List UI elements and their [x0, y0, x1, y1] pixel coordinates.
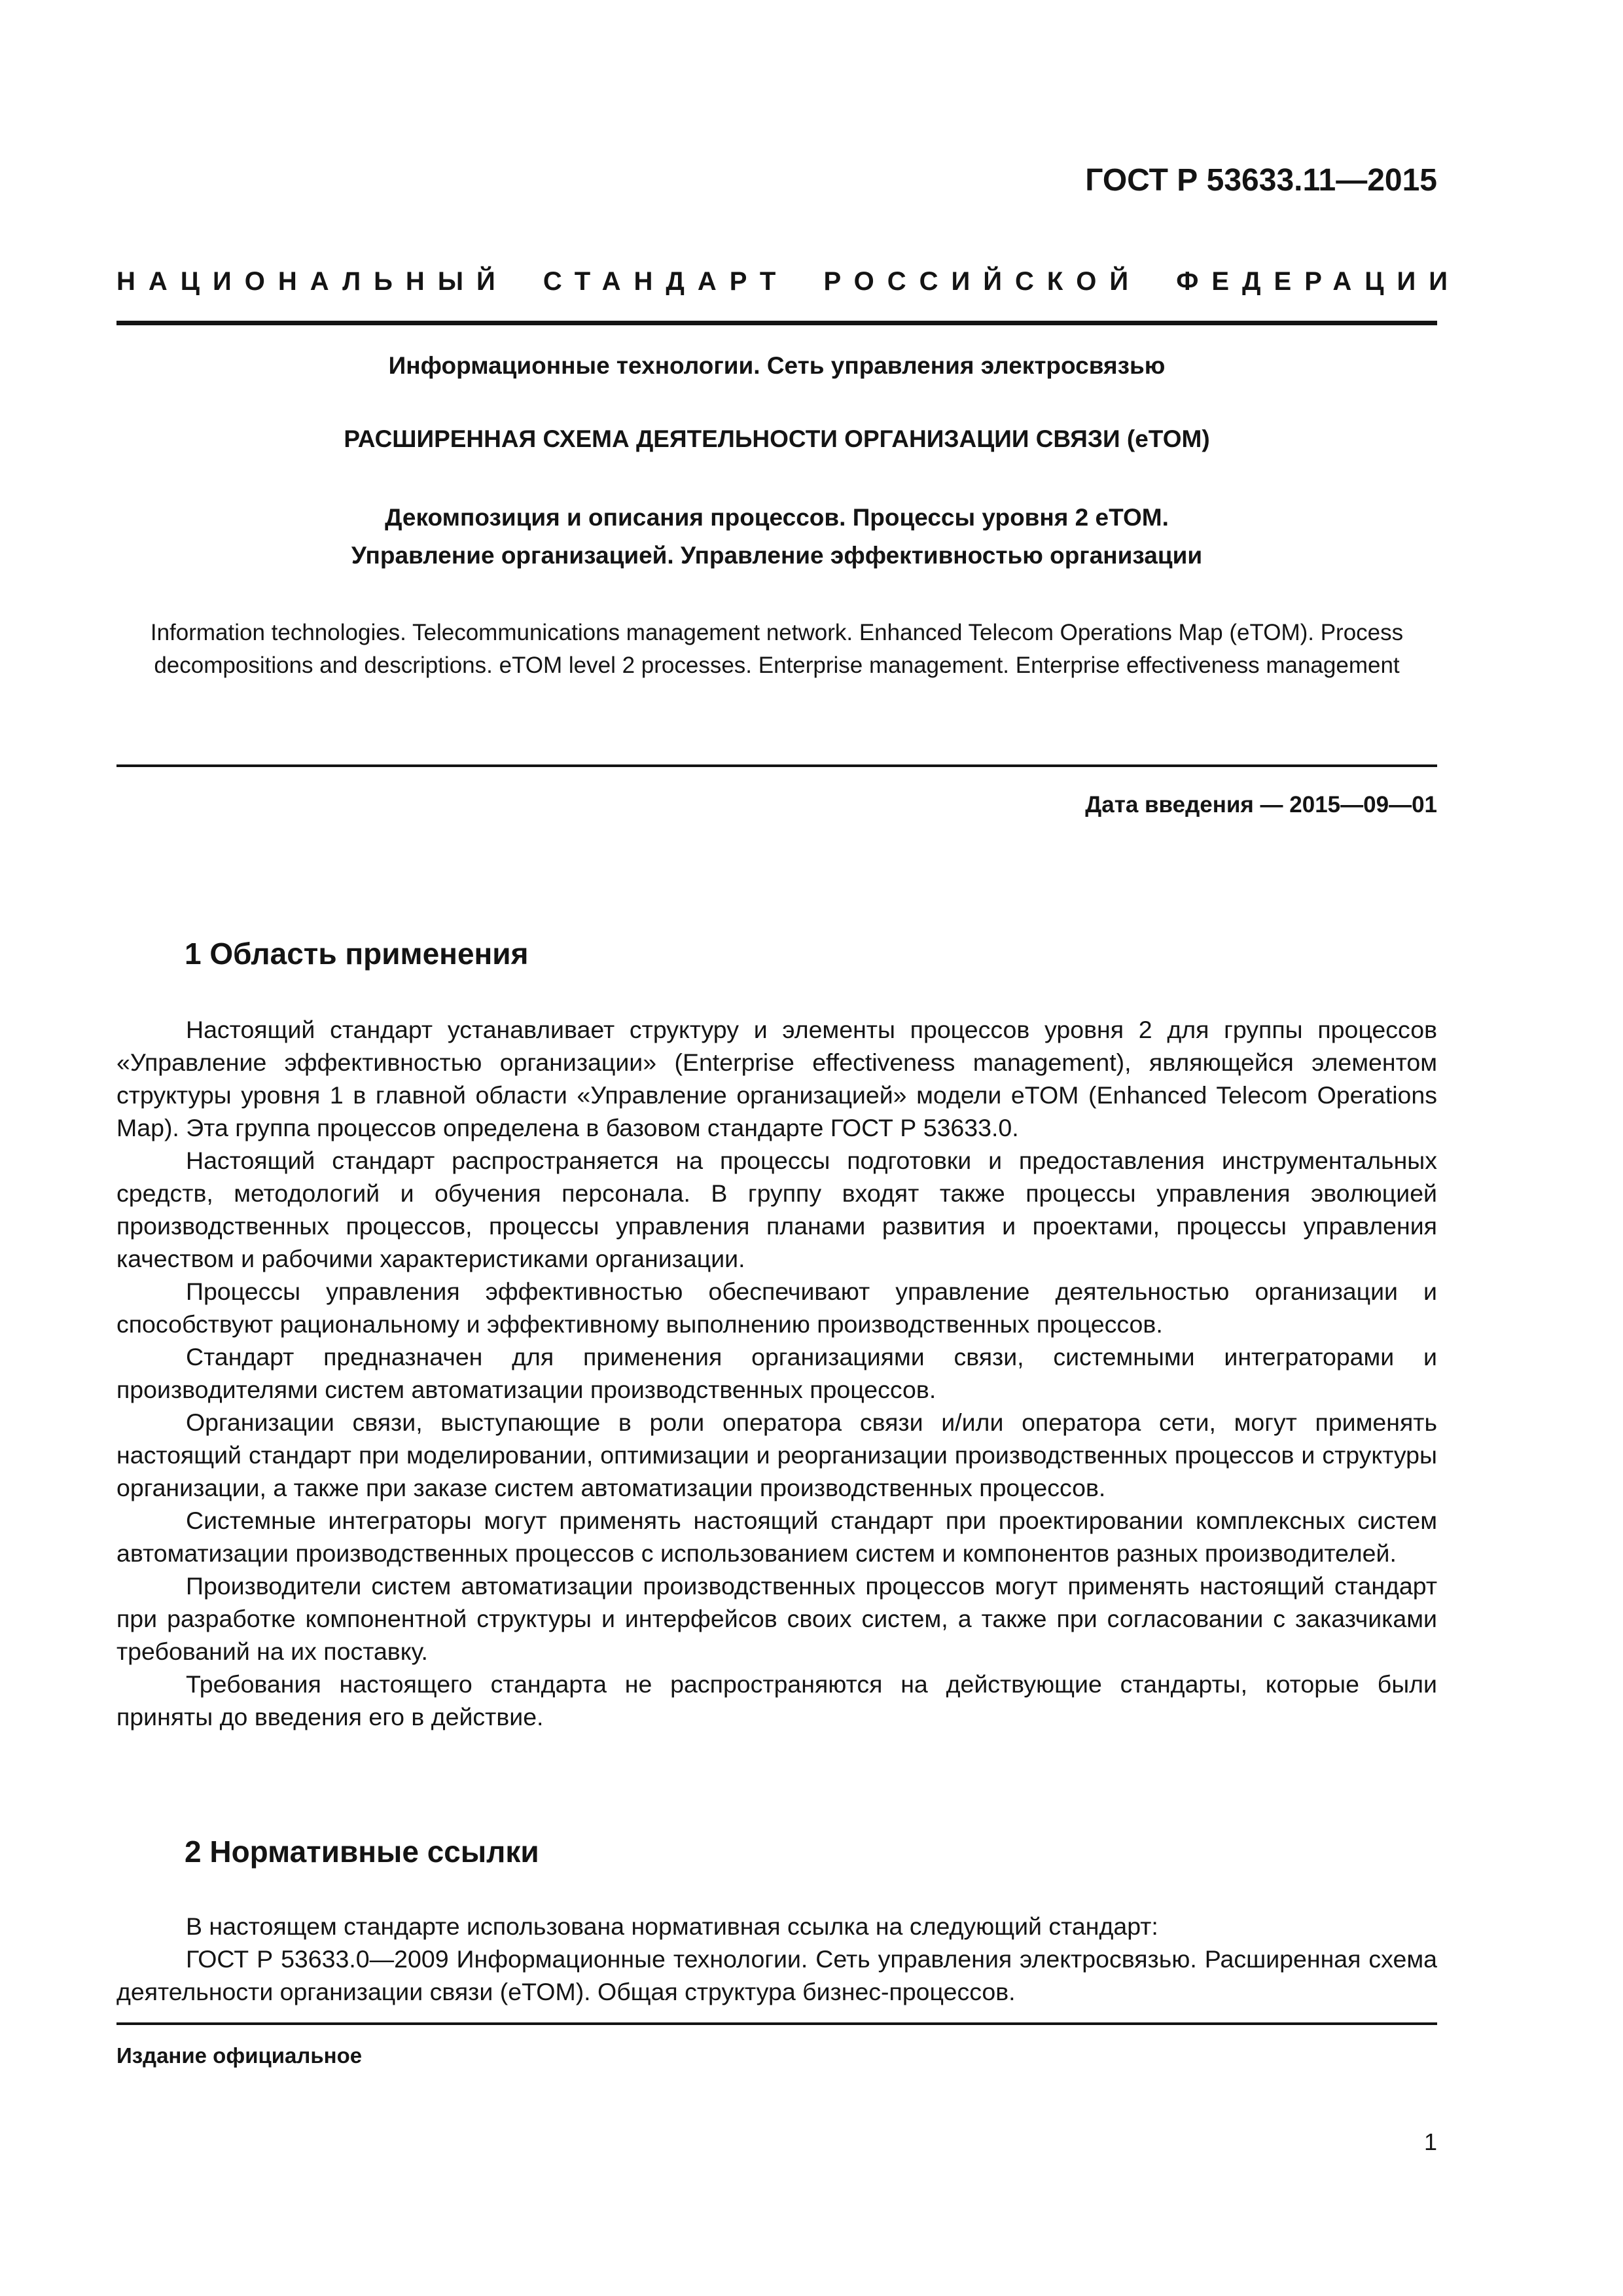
paragraph: Настоящий стандарт распространяется на процессы подготовки и предоставления инструментальных средств, методологий и обучения персонала. В группу входят также процессы управления эволюцией производственных процессов, процессы управления планами развития и проектами, процессы управления качеством и рабочими характеристиками организации.: [116, 1147, 1437, 1272]
paragraph: Производители систем автоматизации производственных процессов могут применять настоящий стандарт при разработке компонентной структуры и интерфейсов своих систем, а также при согласовании с заказчиками требований на их поставку.: [116, 1572, 1437, 1665]
header-divider: [116, 321, 1437, 325]
banner-word: ФЕДЕРАЦИИ: [1176, 267, 1461, 296]
paragraph: Стандарт предназначен для применения организациями связи, системными интеграторами и производителями систем автоматизации производственных процессов.: [116, 1343, 1437, 1403]
paragraph: Настоящий стандарт устанавливает структуру и элементы процессов уровня 2 для группы процессов «Управление эффективностью организации» (Enterprise effectiveness management), являющейся элементом структуры уровня 1 в главной области «Управление организацией» модели eTOM (Enhanced Telecom Operations Map). Эта группа процессов определена в базовом стандарте ГОСТ Р 53633.0.: [116, 1016, 1437, 1141]
title-line-2: РАСШИРЕННАЯ СХЕМА ДЕЯТЕЛЬНОСТИ ОРГАНИЗАЦИИ СВЯЗИ (eTOM): [344, 425, 1210, 452]
section-2-heading: 2 Нормативные ссылки: [185, 1835, 539, 1869]
section-1-body: [116, 1013, 1437, 1733]
banner-word: СТАНДАРТ: [543, 267, 789, 296]
official-edition-label: Издание официальное: [116, 2043, 363, 2068]
paragraph: В настоящем стандарте использована нормативная ссылка на следующий стандарт:: [186, 1912, 1158, 1940]
paragraph: Системные интеграторы могут применять настоящий стандарт при проектировании комплексных систем автоматизации производственных процессов с использованием систем и компонентов разных производителей.: [116, 1507, 1437, 1567]
page-number: 1: [1423, 2128, 1437, 2155]
footer-divider: [116, 2022, 1437, 2025]
paragraph: Организации связи, выступающие в роли оператора связи и/или оператора сети, могут применять настоящий стандарт при моделировании, оптимизации и реорганизации производственных процессов и структуры организации, а также при заказе систем автоматизации производственных процессов.: [116, 1408, 1437, 1501]
title-line-1: Информационные технологии. Сеть управления электросвязью: [388, 352, 1166, 379]
national-standard-banner: [116, 267, 1461, 296]
title-divider: [116, 764, 1437, 767]
paragraph: Процессы управления эффективностью обеспечивают управление деятельностью организации и способствуют рациональному и эффективному выполнению производственных процессов.: [116, 1278, 1437, 1338]
paragraph: Требования настоящего стандарта не распространяются на действующие стандарты, которые были приняты до введения его в действие.: [116, 1670, 1437, 1731]
title-line-4: Управление организацией. Управление эффективностью организации: [351, 542, 1203, 569]
banner-word: НАЦИОНАЛЬНЫЙ: [116, 267, 508, 296]
paragraph: ГОСТ Р 53633.0—2009 Информационные технологии. Сеть управления электросвязью. Расширенная схема деятельности организации связи (eTOM). Общая структура бизнес-процессов.: [116, 1945, 1437, 2005]
introduction-date: Дата введения — 2015—09—01: [1085, 792, 1437, 817]
section-1-heading: 1 Область применения: [185, 937, 529, 971]
section-2-body: [116, 1910, 1437, 2008]
document-code: ГОСТ Р 53633.11—2015: [1085, 163, 1437, 198]
english-title: Information technologies. Telecommunications management network. Enhanced Telecom Operations Map (eTOM). Process decompositions and descriptions. eTOM level 2 processes. Enterprise management. Enterprise effectiveness management: [150, 620, 1404, 678]
banner-word: РОССИЙСКОЙ: [823, 267, 1142, 296]
title-line-3: Декомпозиция и описания процессов. Процессы уровня 2 eTOM.: [385, 504, 1169, 531]
